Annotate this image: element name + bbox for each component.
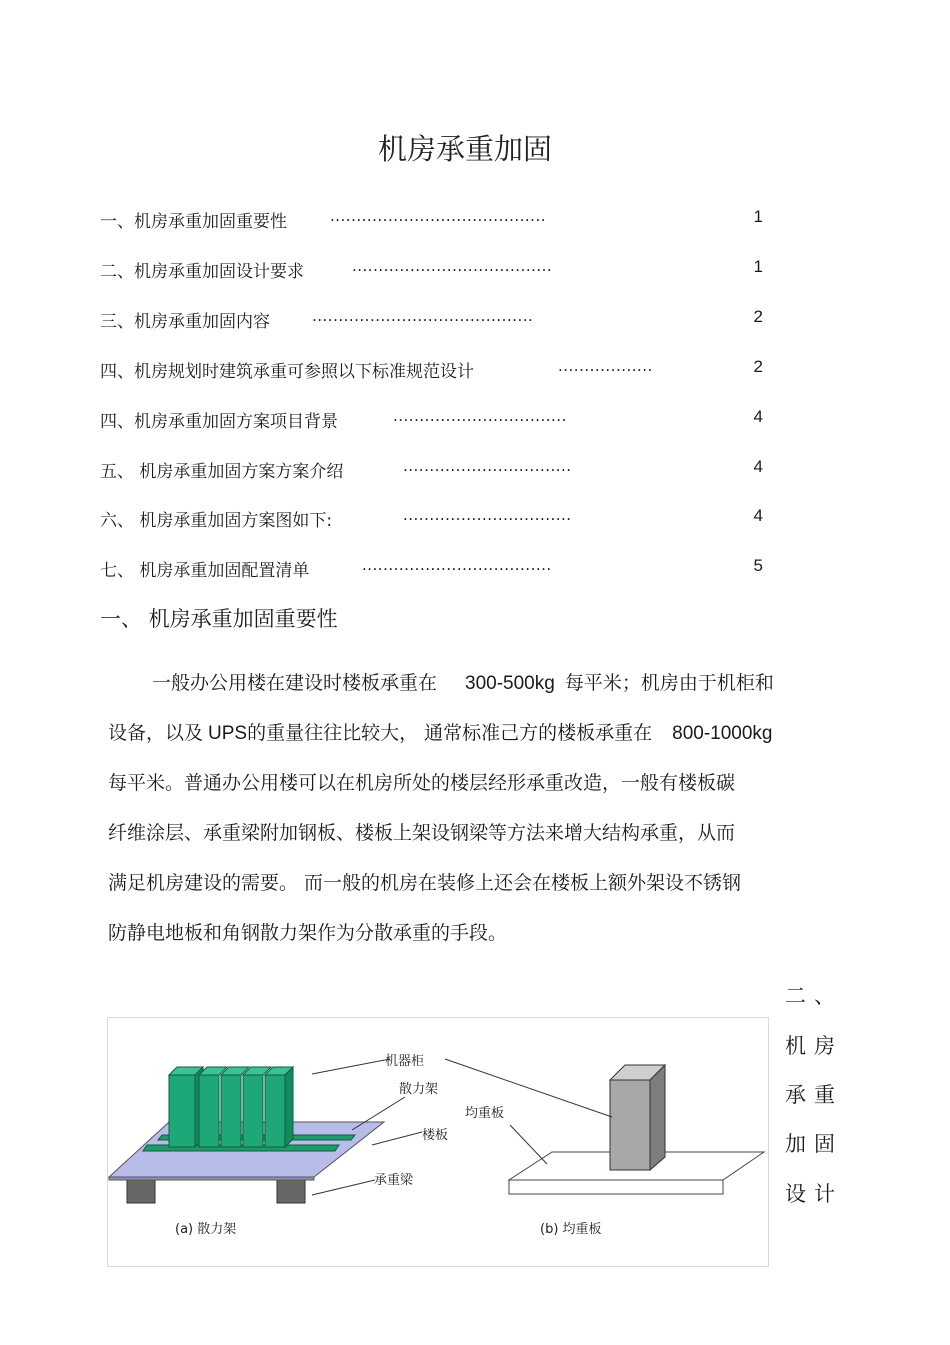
label-floor: 楼板 — [422, 1128, 449, 1143]
beam-block — [277, 1177, 305, 1203]
toc-item[interactable] — [100, 407, 780, 435]
toc-label: 六、 机房承重加固方案图如下: — [100, 511, 333, 531]
toc-leader: ......................................... — [330, 207, 546, 225]
beam-block — [127, 1177, 155, 1203]
paragraph-line: 满足机房建设的需要。 而一般的机房在装修上还会在楼板上额外架设不锈钢 — [108, 872, 742, 894]
text-run: 一般办公用楼在建设时楼板承重在 — [152, 672, 438, 694]
cabinet-right-side — [650, 1065, 665, 1170]
equal-weight-plate-edge — [509, 1180, 723, 1194]
side-heading-line: 二、 — [785, 984, 843, 1008]
paragraph-line: 每平米。普通办公用楼可以在机房所处的楼层经形承重改造，一般有楼板碳 — [108, 772, 736, 794]
toc-label: 四、机房规划时建筑承重可参照以下标准规范设计 — [100, 362, 474, 382]
side-heading-line: 承重 — [785, 1083, 843, 1107]
text-run: 300-500kg — [465, 673, 555, 694]
toc-page: 1 — [753, 207, 763, 226]
toc-item[interactable] — [100, 257, 780, 285]
cabinet-group — [169, 1067, 293, 1147]
toc-item[interactable] — [100, 457, 780, 485]
toc-label: 四、机房承重加固方案项目背景 — [100, 412, 338, 432]
text-run: 的重量往往比较大， 通常标准己方的楼板承重在 — [247, 722, 653, 744]
toc-leader: .................. — [558, 357, 653, 375]
text-run: 800-1000kg — [672, 723, 773, 744]
label-plate: 均重板 — [465, 1106, 505, 1121]
paragraph-line — [108, 718, 773, 745]
toc-label: 二、机房承重加固设计要求 — [100, 262, 304, 282]
toc-item[interactable] — [100, 556, 780, 584]
label-cabinet: 机器柜 — [385, 1054, 425, 1069]
side-heading-line: 设计 — [785, 1182, 843, 1206]
toc-page: 4 — [753, 506, 763, 525]
toc-leader: ................................. — [393, 407, 567, 425]
toc-label: 五、 机房承重加固方案方案介绍 — [100, 462, 344, 482]
paragraph-line: 防静电地板和角钢散力架作为分散承重的手段。 — [108, 922, 508, 944]
label-beam: 承重梁 — [374, 1173, 414, 1188]
toc-page: 1 — [753, 257, 763, 276]
text-run: 每平米；机房由于机柜和 — [564, 672, 774, 694]
paragraph-line: 纤维涂层、承重梁附加钢板、楼板上架设钢梁等方法来增大结构承重，从而 — [108, 822, 736, 844]
toc-leader: ................................ — [403, 506, 572, 524]
paragraph-line — [152, 668, 774, 695]
toc-leader: .......................................... — [312, 307, 534, 325]
floor-slab-edge — [109, 1177, 314, 1180]
toc-item[interactable] — [100, 357, 780, 385]
load-distribution-figure — [107, 1017, 769, 1267]
document-title: 机房承重加固 — [377, 132, 552, 166]
toc-leader: ...................................... — [352, 257, 553, 275]
toc-label: 三、机房承重加固内容 — [100, 312, 270, 332]
figure-illustration — [107, 1017, 769, 1267]
toc-page: 4 — [753, 457, 763, 476]
toc-leader: .................................... — [362, 556, 552, 574]
toc-item[interactable] — [100, 207, 780, 235]
side-heading-line: 机房 — [785, 1034, 843, 1058]
caption-b: (b) 均重板 — [540, 1222, 602, 1237]
label-frame: 散力架 — [399, 1082, 439, 1097]
cabinet-right — [610, 1080, 650, 1170]
toc-leader: ................................ — [403, 457, 572, 475]
caption-a: (a) 散力架 — [175, 1222, 237, 1237]
toc-page: 2 — [753, 307, 763, 326]
toc-label: 一、机房承重加固重要性 — [100, 212, 287, 232]
toc-page: 4 — [753, 407, 763, 426]
side-heading-line: 加固 — [785, 1132, 843, 1156]
text-run: UPS — [208, 723, 248, 744]
section-heading: 一、 机房承重加固重要性 — [100, 607, 338, 631]
toc-item[interactable] — [100, 307, 780, 335]
toc-label: 七、 机房承重加固配置清单 — [100, 561, 310, 581]
toc-page: 2 — [753, 357, 763, 376]
text-run: 设备，以及 — [108, 722, 204, 744]
toc-page: 5 — [753, 556, 763, 575]
toc-item[interactable] — [100, 506, 780, 534]
